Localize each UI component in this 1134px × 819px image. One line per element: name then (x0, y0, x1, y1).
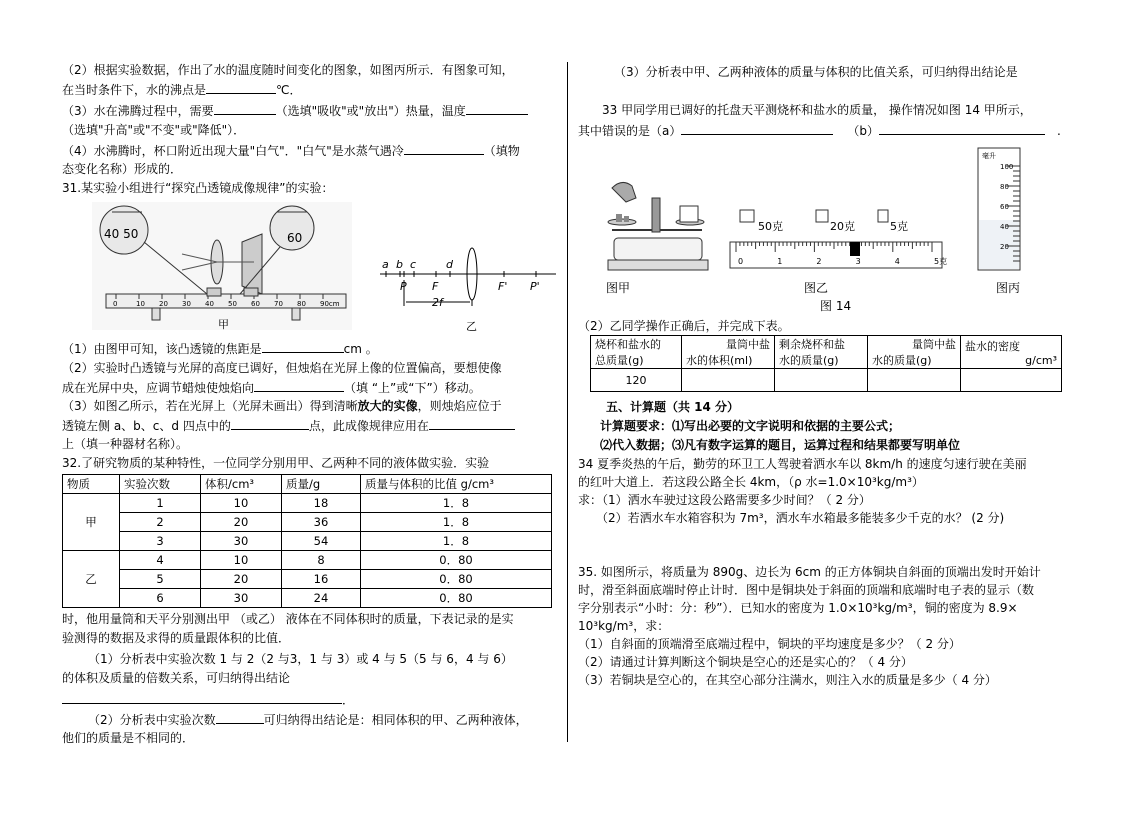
q34-line4: （2）若洒水车水箱容积为 7m³，洒水车水箱最多能装多少千克的水？ (2 分) (596, 511, 1005, 525)
rider-scale (730, 242, 942, 268)
q34-line1: 34 夏季炎热的午后，勤劳的环卫工人驾驶着洒水车以 8km/h 的速度匀速行驶在美丽 (578, 457, 1027, 471)
cylinder-tick-label: 80 (1000, 183, 1009, 191)
answer-blank[interactable] (231, 417, 309, 430)
q34-line3: 求：（1）洒水车驶过这段公路需要多少时间？（ 2 分） (578, 493, 871, 507)
q32-1-line3: ． (62, 691, 354, 709)
q32-1-line2: 的体积及质量的倍数关系，可归纳得出结论 (62, 671, 291, 685)
cell: 30 (201, 589, 282, 608)
lens-point-label: F' (498, 280, 508, 293)
cell: 3 (120, 532, 201, 551)
weight-label: 50克 (758, 220, 783, 233)
table-header-row (591, 336, 1062, 369)
q30-2-line1: （2）根据实验数据，作出了水的温度随时间变化的图象，如图丙所示．有图象可知， (62, 63, 514, 77)
two-f-label: 2f (432, 296, 443, 309)
figure-14-caption: 图 14 (820, 299, 852, 313)
section-5-title: 五、计算题（共 14 分） (606, 400, 740, 414)
cell[interactable] (682, 369, 775, 392)
q30-4-line2: 态变化名称）形成的． (62, 162, 183, 176)
cell: 0．80 (361, 570, 552, 589)
cell: 4 (120, 551, 201, 570)
q35-line4: 10³kg/m³，求： (578, 619, 670, 633)
cylinder-tick-label: 60 (1000, 203, 1009, 211)
screen-icon (242, 234, 262, 294)
weight-icon (740, 210, 754, 222)
table-header-row (63, 475, 552, 494)
cylinder-tick-label: 20 (1000, 243, 1009, 251)
rider-tick-label: 5克 (934, 257, 948, 266)
zoom-right-label: 60 (287, 231, 303, 245)
answer-blank[interactable] (254, 379, 344, 392)
q30-2-line2: 在当时条件下，水的沸点是 ℃． (62, 83, 302, 97)
lens-point-label: d (446, 258, 453, 271)
q33-2: （2）乙同学操作正确后，并完成下表。 (578, 319, 790, 333)
weights-rider-figure (728, 202, 948, 276)
answer-blank[interactable] (404, 142, 484, 155)
rider-tick-label: 2 (816, 257, 822, 266)
answer-blank[interactable] (681, 122, 833, 135)
lens-point-label: F (432, 280, 439, 293)
q32-after-line1: 时，他用量筒和天平分别测出甲 （或乙） 液体在不同体积时的质量，下表记录的是实 (62, 612, 514, 626)
cell: 120 (591, 369, 682, 392)
q30-4-line1: （4）水沸腾时，杯口附近出现大量"白气"．"白气"是水蒸气遇冷 （填物 (62, 144, 520, 158)
figure-jia-caption: 图甲 (606, 281, 631, 295)
cell[interactable] (961, 369, 1062, 392)
table-row (591, 369, 1062, 392)
rider-icon (850, 242, 860, 256)
cell: 1．8 (361, 532, 552, 551)
weight-label: 20克 (830, 220, 855, 233)
hand-icon (612, 182, 636, 202)
cell: 5 (120, 570, 201, 589)
cell: 0．80 (361, 589, 552, 608)
answer-blank[interactable] (62, 691, 342, 704)
cell: 6 (120, 589, 201, 608)
weight-icon (816, 210, 828, 222)
cell: 2 (120, 513, 201, 532)
balance-base (608, 260, 708, 270)
cell: 0．80 (361, 551, 552, 570)
lens-point-label: b (396, 258, 403, 271)
figure-yi-caption: 图乙 (804, 281, 829, 295)
header-cell: 质量/g (282, 475, 361, 494)
measuring-cylinder-figure (976, 146, 1026, 274)
lens-point-label: c (410, 258, 417, 271)
cell: 24 (282, 589, 361, 608)
header-cell: 烧杯和盐水的 总质量(g) (591, 336, 682, 369)
q35-line1: 35. 如图所示，将质量为 890g、边长为 6cm 的正方体铜块自斜面的顶端出发时开始计 (578, 565, 1041, 579)
cell: 1．8 (361, 494, 552, 513)
header-cell: 剩余烧杯和盐 水的质量(g) (775, 336, 868, 369)
rail-tick-label: 60 (251, 300, 260, 308)
q35-line2: 时，滑至斜面底端时停止计时．图中是铜块处于斜面的顶端和底端时电子表的显示（数 (578, 583, 1035, 597)
weight-icon (878, 210, 888, 222)
q33-line1: 33 甲同学用已调好的托盘天平测烧杯和盐水的质量， 操作情况如图 14 甲所示， (602, 103, 1032, 117)
q32-1-line1: （1）分析表中实验次数 1 与 2（2 与3，1 与 3）或 4 与 5（5 与 6，4 与 6） (88, 652, 513, 666)
table-row (63, 551, 552, 570)
cell: 20 (201, 513, 282, 532)
table-row (63, 513, 552, 532)
table-row (63, 532, 552, 551)
cell: 1．8 (361, 513, 552, 532)
rail-tick-label: 80 (297, 300, 306, 308)
q34-line2: 的红叶大道上．若这段公路全长 4km，（ρ 水=1.0×10³kg/m³） (578, 475, 924, 489)
saltwater-table (590, 335, 1062, 392)
cell[interactable] (775, 369, 868, 392)
lens-points-figure (380, 240, 556, 336)
rail-tick-label: 90cm (320, 300, 340, 308)
cylinder-tick-label: 100 (1000, 163, 1014, 171)
q32-3: （3）分析表中甲、乙两种液体的质量与体积的比值关系，可归纳得出结论是 (614, 65, 1018, 79)
answer-blank[interactable] (466, 102, 528, 115)
q35-1: （1）自斜面的顶端滑至底端过程中，铜块的平均速度是多少？（ 2 分） (578, 637, 961, 651)
beaker-icon (680, 206, 698, 222)
header-cell: 盐水的密度 g/cm³ (961, 336, 1062, 369)
cell: 10 (201, 551, 282, 570)
q31-2-line1: （2）实验时凸透镜与光屏的高度已调好，但烛焰在光屏上像的位置偏高，要想使像 (62, 361, 502, 375)
rider-tick-label: 4 (894, 257, 900, 266)
rider-tick-label: 3 (855, 257, 861, 266)
figure-jia-label: 甲 (218, 318, 229, 330)
cell: 30 (201, 532, 282, 551)
cell: 36 (282, 513, 361, 532)
rider-tick-label: 1 (777, 257, 783, 266)
q35-line3: 字分别表示“小时：分：秒”）．已知水的密度为 1.0×10³kg/m³，铜的密度为 8.9× (578, 601, 1018, 615)
figure-yi-label: 乙 (466, 320, 477, 333)
rider-tick-label: 0 (738, 257, 744, 266)
cylinder-tick-label: 40 (1000, 223, 1009, 231)
q31-title: 31.某实验小组进行“探究凸透镜成像规律”的实验： (62, 181, 334, 195)
group-jia-cell: 甲 (63, 494, 120, 551)
rail-tick-label: 70 (274, 300, 283, 308)
answer-blank[interactable] (429, 417, 515, 430)
weight-label: 5克 (890, 220, 908, 233)
lens-point-label: a (382, 258, 389, 271)
lens-point-label: P' (530, 280, 540, 293)
q32-2-line1: （2）分析表中实验次数 可归纳得出结论是：相同体积的甲、乙两种液体， (88, 713, 528, 727)
rail-tick-label: 0 (113, 300, 118, 308)
q30-3-line1: （3）水在沸腾过程中，需要 （选填"吸收"或"放出"）热量，温度 (62, 102, 528, 120)
q33-line2: 其中错误的是（a） （b） . (578, 124, 1061, 138)
cell: 16 (282, 570, 361, 589)
cell: 20 (201, 570, 282, 589)
header-cell: 质量与体积的比值 g/cm³ (361, 475, 552, 494)
figure-bing-caption: 图丙 (996, 281, 1021, 295)
answer-blank[interactable] (879, 122, 1045, 135)
q35-3: （3）若铜块是空心的，在其空心部分注满水，则注入水的质量是多少（ 4 分） (578, 673, 997, 687)
rail-tick-label: 20 (159, 300, 168, 308)
rail-tick-label: 10 (136, 300, 145, 308)
rail-tick-label: 40 (205, 300, 214, 308)
answer-blank[interactable] (206, 81, 276, 94)
rail-tick-label: 30 (182, 300, 191, 308)
q35-2: （2）请通过计算判断这个铜块是空心的还是实心的？（ 4 分） (578, 655, 913, 669)
table-row (63, 589, 552, 608)
q32-2-line2: 他们的质量是不相同的． (62, 731, 195, 745)
cylinder-unit: 毫升 (982, 152, 996, 160)
q30-3-line2: （选填"升高"或"不变"或"降低"）． (62, 123, 246, 137)
header-cell: 实验次数 (120, 475, 201, 494)
q32-after-line2: 验测得的数据及求得的质量跟体积的比值． (62, 631, 291, 645)
header-cell: 量筒中盐 水的体积(ml) (682, 336, 775, 369)
optical-bench-figure (92, 202, 352, 330)
balance-figure (602, 178, 712, 276)
density-table (62, 474, 552, 608)
q32-intro: 32.了研究物质的某种特性，一位同学分别用甲、乙两种不同的液体做实验．实验 (62, 456, 490, 470)
q31-2-line2: 成在光屏中央，应调节蜡烛使烛焰向 （填 “上”或“下”）移动。 (62, 381, 481, 395)
q31-1: （1）由图甲可知，该凸透镜的焦距是 cm 。 (62, 342, 378, 356)
lens-point-label: P (400, 280, 407, 293)
header-cell: 量筒中盐 水的质量(g) (868, 336, 961, 369)
header-cell: 物质 (63, 475, 120, 494)
q31-3-line2: 透镜左侧 a、b、c、d 四点中的 点，此成像规律应用在 (62, 417, 515, 435)
header-cell: 体积/cm³ (201, 475, 282, 494)
answer-blank[interactable] (214, 102, 276, 115)
q31-3-line1: （3）如图乙所示，若在光屏上（光屏未画出）得到清晰放大的实像，则烛焰应位于 (62, 399, 502, 413)
answer-blank[interactable] (262, 340, 344, 353)
cell: 8 (282, 551, 361, 570)
answer-blank[interactable] (216, 711, 264, 724)
section-5-requirement-1: 计算题要求：⑴写出必要的文字说明和依据的主要公式； (600, 419, 901, 433)
section-5-requirement-2: ⑵代入数据；⑶凡有数字运算的题目，运算过程和结果都要写明单位 (600, 438, 961, 452)
cell: 54 (282, 532, 361, 551)
group-yi-cell: 乙 (63, 551, 120, 608)
zoom-left-label: 40 50 (104, 227, 139, 241)
q31-3-line3: 上（填一种器材名称）。 (62, 437, 189, 451)
table-row (63, 570, 552, 589)
column-divider (567, 62, 568, 742)
cell: 18 (282, 494, 361, 513)
cell: 1 (120, 494, 201, 513)
cell[interactable] (868, 369, 961, 392)
table-row (63, 494, 552, 513)
rail-tick-label: 50 (228, 300, 237, 308)
cell: 10 (201, 494, 282, 513)
